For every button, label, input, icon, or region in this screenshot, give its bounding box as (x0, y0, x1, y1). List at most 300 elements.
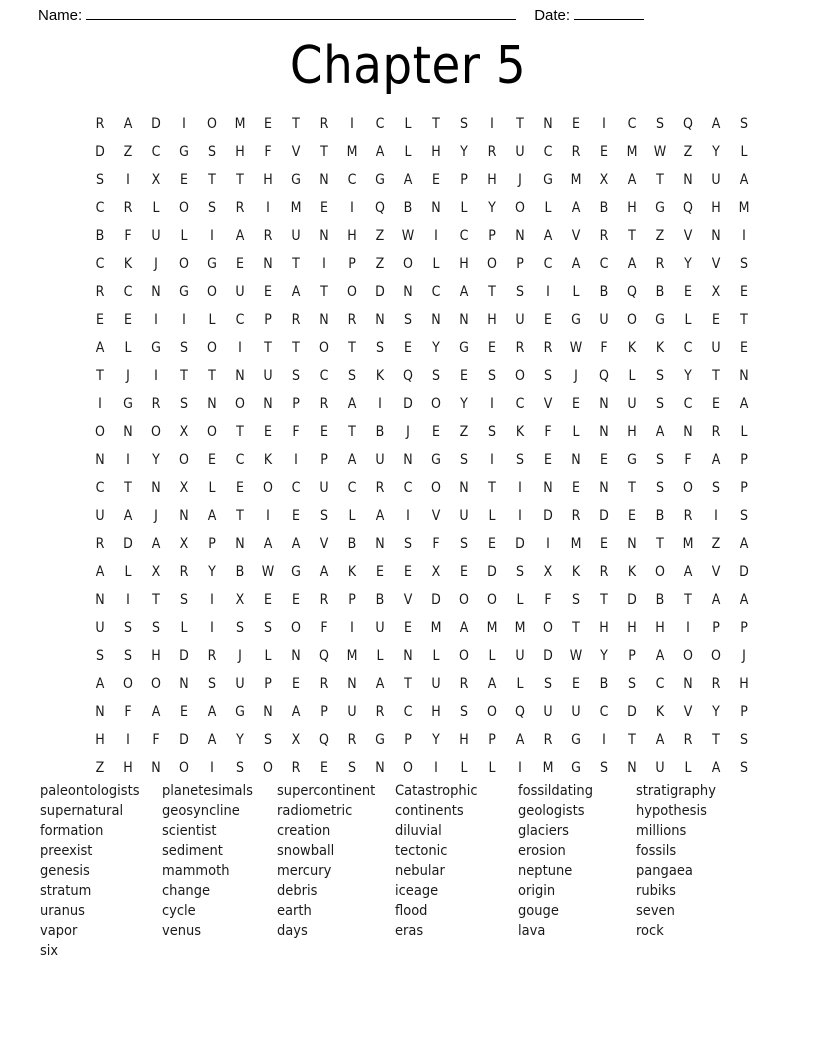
word-list-item[interactable]: planetesimals (162, 783, 253, 799)
grid-letter[interactable]: S (656, 116, 664, 132)
grid-letter[interactable]: R (95, 284, 105, 300)
grid-letter[interactable]: N (263, 704, 273, 720)
grid-letter[interactable]: O (655, 564, 665, 580)
word-list-item[interactable]: stratum (40, 883, 92, 899)
grid-letter[interactable]: I (490, 116, 494, 132)
grid-letter[interactable]: R (599, 564, 609, 580)
grid-letter[interactable]: O (179, 200, 189, 216)
grid-letter[interactable]: F (292, 424, 300, 440)
grid-letter[interactable]: B (235, 564, 245, 580)
word-list-item[interactable]: supernatural (40, 803, 124, 819)
grid-letter[interactable]: O (515, 200, 525, 216)
grid-letter[interactable]: O (151, 676, 161, 692)
grid-letter[interactable]: C (95, 200, 105, 216)
grid-letter[interactable]: L (488, 648, 496, 664)
grid-letter[interactable]: N (543, 480, 553, 496)
grid-letter[interactable]: P (320, 452, 328, 468)
grid-letter[interactable]: O (515, 368, 525, 384)
grid-letter[interactable]: A (123, 508, 133, 524)
word-list-item[interactable]: earth (277, 903, 312, 919)
grid-letter[interactable]: M (234, 116, 246, 132)
grid-letter[interactable]: A (627, 256, 637, 272)
grid-letter[interactable]: H (627, 620, 637, 636)
word-list-item[interactable]: formation (40, 823, 104, 839)
grid-letter[interactable]: T (488, 284, 496, 300)
grid-letter[interactable]: R (95, 536, 105, 552)
grid-letter[interactable]: S (516, 452, 524, 468)
grid-letter[interactable]: L (740, 424, 748, 440)
grid-letter[interactable]: T (292, 116, 300, 132)
grid-letter[interactable]: V (403, 592, 413, 608)
word-search-grid[interactable] (86, 110, 750, 782)
grid-letter[interactable]: E (488, 536, 496, 552)
grid-letter[interactable]: L (208, 480, 216, 496)
grid-letter[interactable]: A (711, 452, 721, 468)
grid-letter[interactable]: E (208, 452, 216, 468)
grid-letter[interactable]: C (319, 368, 329, 384)
grid-letter[interactable]: P (208, 536, 216, 552)
grid-letter[interactable]: Z (459, 424, 469, 440)
word-list-item[interactable]: seven (636, 903, 675, 919)
word-list-item[interactable]: rock (636, 923, 664, 939)
grid-letter[interactable]: D (375, 284, 385, 300)
grid-letter[interactable]: A (95, 564, 105, 580)
grid-letter[interactable]: E (180, 704, 188, 720)
grid-letter[interactable]: A (459, 284, 469, 300)
grid-letter[interactable]: L (572, 284, 580, 300)
grid-letter[interactable]: R (319, 396, 329, 412)
grid-letter[interactable]: T (712, 368, 720, 384)
grid-letter[interactable]: N (571, 452, 581, 468)
grid-letter[interactable]: J (238, 648, 242, 664)
word-list-item[interactable]: flood (395, 903, 428, 919)
grid-letter[interactable]: R (683, 732, 693, 748)
grid-letter[interactable]: A (627, 172, 637, 188)
grid-letter[interactable]: R (655, 256, 665, 272)
grid-letter[interactable]: S (460, 116, 468, 132)
grid-letter[interactable]: U (711, 172, 721, 188)
grid-letter[interactable]: I (406, 508, 410, 524)
grid-letter[interactable]: I (126, 592, 130, 608)
grid-letter[interactable]: K (655, 704, 665, 720)
grid-letter[interactable]: A (151, 536, 161, 552)
grid-letter[interactable]: E (544, 452, 552, 468)
grid-letter[interactable]: E (292, 676, 300, 692)
grid-letter[interactable]: H (431, 144, 441, 160)
grid-letter[interactable]: K (515, 424, 525, 440)
grid-letter[interactable]: N (459, 480, 469, 496)
grid-letter[interactable]: G (571, 312, 581, 328)
grid-letter[interactable]: N (431, 200, 441, 216)
grid-letter[interactable]: Z (123, 144, 133, 160)
grid-letter[interactable]: P (516, 256, 524, 272)
grid-letter[interactable]: H (459, 256, 469, 272)
grid-letter[interactable]: S (208, 200, 216, 216)
grid-letter[interactable]: I (98, 396, 102, 412)
grid-letter[interactable]: Y (600, 648, 608, 664)
word-list-item[interactable]: paleontologists (40, 783, 140, 799)
grid-letter[interactable]: X (179, 480, 189, 496)
grid-letter[interactable]: A (319, 564, 329, 580)
grid-letter[interactable]: E (236, 256, 244, 272)
grid-letter[interactable]: A (487, 676, 497, 692)
grid-letter[interactable]: N (431, 312, 441, 328)
grid-letter[interactable]: O (487, 256, 497, 272)
grid-letter[interactable]: M (738, 200, 750, 216)
grid-letter[interactable]: I (742, 228, 746, 244)
word-list-item[interactable]: snowball (277, 843, 335, 859)
grid-letter[interactable]: F (264, 144, 272, 160)
grid-letter[interactable]: O (543, 620, 553, 636)
grid-letter[interactable]: E (628, 508, 636, 524)
grid-letter[interactable]: S (656, 480, 664, 496)
grid-letter[interactable]: C (403, 480, 413, 496)
grid-letter[interactable]: A (291, 704, 301, 720)
grid-letter[interactable]: W (569, 340, 583, 356)
grid-letter[interactable]: A (151, 704, 161, 720)
grid-letter[interactable]: T (152, 592, 160, 608)
grid-letter[interactable]: I (546, 284, 550, 300)
grid-letter[interactable]: O (319, 340, 329, 356)
grid-letter[interactable]: R (543, 732, 553, 748)
grid-letter[interactable]: R (375, 480, 385, 496)
grid-letter[interactable]: J (154, 256, 158, 272)
word-list-item[interactable]: cycle (162, 903, 196, 919)
grid-letter[interactable]: I (210, 592, 214, 608)
grid-letter[interactable]: G (571, 760, 581, 776)
grid-letter[interactable]: D (599, 508, 609, 524)
grid-letter[interactable]: F (544, 592, 552, 608)
date-blank-line[interactable] (574, 6, 644, 20)
grid-letter[interactable]: A (655, 732, 665, 748)
grid-letter[interactable]: P (488, 732, 496, 748)
grid-letter[interactable]: J (574, 368, 578, 384)
grid-letter[interactable]: I (518, 760, 522, 776)
grid-letter[interactable]: A (123, 116, 133, 132)
grid-letter[interactable]: N (627, 760, 637, 776)
grid-letter[interactable]: T (292, 256, 300, 272)
grid-letter[interactable]: J (126, 368, 130, 384)
grid-letter[interactable]: T (432, 116, 440, 132)
grid-letter[interactable]: T (208, 368, 216, 384)
grid-letter[interactable]: D (543, 648, 553, 664)
grid-letter[interactable]: S (740, 256, 748, 272)
grid-letter[interactable]: E (740, 284, 748, 300)
grid-letter[interactable]: A (571, 256, 581, 272)
grid-letter[interactable]: D (151, 116, 161, 132)
grid-letter[interactable]: S (488, 368, 496, 384)
grid-letter[interactable]: U (571, 704, 581, 720)
grid-letter[interactable]: U (319, 480, 329, 496)
grid-letter[interactable]: C (459, 228, 469, 244)
grid-letter[interactable]: N (599, 396, 609, 412)
word-list-item[interactable]: geologists (518, 803, 585, 819)
grid-letter[interactable]: N (375, 760, 385, 776)
grid-letter[interactable]: O (207, 424, 217, 440)
grid-letter[interactable]: I (182, 116, 186, 132)
word-list-item[interactable]: stratigraphy (636, 783, 716, 799)
grid-letter[interactable]: H (431, 704, 441, 720)
word-list-item[interactable]: eras (395, 923, 424, 939)
grid-letter[interactable]: V (431, 508, 441, 524)
word-list-item[interactable]: change (162, 883, 211, 899)
grid-letter[interactable]: G (627, 452, 637, 468)
grid-letter[interactable]: T (516, 116, 524, 132)
grid-letter[interactable]: T (320, 284, 328, 300)
grid-letter[interactable]: T (236, 424, 244, 440)
grid-letter[interactable]: E (264, 116, 272, 132)
grid-letter[interactable]: C (347, 480, 357, 496)
grid-letter[interactable]: I (294, 452, 298, 468)
grid-letter[interactable]: L (628, 368, 636, 384)
grid-letter[interactable]: C (543, 144, 553, 160)
grid-letter[interactable]: S (404, 536, 412, 552)
grid-letter[interactable]: G (655, 200, 665, 216)
grid-letter[interactable]: I (210, 228, 214, 244)
grid-letter[interactable]: S (600, 760, 608, 776)
grid-letter[interactable]: R (599, 228, 609, 244)
grid-letter[interactable]: C (235, 312, 245, 328)
grid-letter[interactable]: O (263, 480, 273, 496)
grid-letter[interactable]: R (711, 424, 721, 440)
grid-letter[interactable]: S (180, 396, 188, 412)
grid-letter[interactable]: R (571, 144, 581, 160)
grid-letter[interactable]: O (291, 620, 301, 636)
grid-letter[interactable]: T (96, 368, 104, 384)
grid-letter[interactable]: A (739, 172, 749, 188)
grid-letter[interactable]: Q (515, 704, 525, 720)
grid-letter[interactable]: Z (375, 256, 385, 272)
grid-letter[interactable]: R (375, 704, 385, 720)
grid-letter[interactable]: T (656, 172, 664, 188)
grid-letter[interactable]: S (96, 172, 104, 188)
grid-letter[interactable]: C (515, 396, 525, 412)
grid-letter[interactable]: O (179, 452, 189, 468)
grid-letter[interactable]: N (683, 676, 693, 692)
grid-letter[interactable]: X (235, 592, 245, 608)
grid-letter[interactable]: P (348, 256, 356, 272)
grid-letter[interactable]: M (514, 620, 526, 636)
grid-letter[interactable]: X (151, 172, 161, 188)
grid-letter[interactable]: M (346, 648, 358, 664)
word-list-item[interactable]: mammoth (162, 863, 230, 879)
grid-letter[interactable]: B (375, 424, 385, 440)
grid-letter[interactable]: E (572, 676, 580, 692)
grid-letter[interactable]: E (572, 480, 580, 496)
grid-letter[interactable]: G (179, 144, 189, 160)
grid-letter[interactable]: C (403, 704, 413, 720)
word-list-item[interactable]: venus (162, 923, 202, 939)
grid-letter[interactable]: N (515, 228, 525, 244)
grid-letter[interactable]: A (95, 676, 105, 692)
grid-letter[interactable]: E (180, 172, 188, 188)
grid-letter[interactable]: X (711, 284, 721, 300)
grid-letter[interactable]: S (460, 536, 468, 552)
grid-letter[interactable]: L (488, 508, 496, 524)
grid-letter[interactable]: B (403, 200, 413, 216)
grid-letter[interactable]: F (320, 620, 328, 636)
grid-letter[interactable]: D (123, 536, 133, 552)
grid-letter[interactable]: I (126, 172, 130, 188)
grid-letter[interactable]: B (375, 592, 385, 608)
grid-letter[interactable]: Y (460, 144, 468, 160)
grid-letter[interactable]: B (599, 200, 609, 216)
grid-letter[interactable]: U (655, 760, 665, 776)
grid-letter[interactable]: C (543, 256, 553, 272)
grid-letter[interactable]: H (151, 648, 161, 664)
grid-letter[interactable]: R (683, 508, 693, 524)
grid-letter[interactable]: G (291, 564, 301, 580)
grid-letter[interactable]: R (515, 340, 525, 356)
grid-letter[interactable]: A (711, 592, 721, 608)
grid-letter[interactable]: P (740, 704, 748, 720)
grid-letter[interactable]: N (151, 284, 161, 300)
grid-letter[interactable]: E (124, 312, 132, 328)
grid-letter[interactable]: E (292, 592, 300, 608)
grid-letter[interactable]: D (403, 396, 413, 412)
grid-letter[interactable]: I (182, 312, 186, 328)
grid-letter[interactable]: S (432, 368, 440, 384)
grid-letter[interactable]: A (291, 536, 301, 552)
word-list-item[interactable]: preexist (40, 843, 93, 859)
grid-letter[interactable]: A (291, 284, 301, 300)
grid-letter[interactable]: G (151, 340, 161, 356)
name-blank-line[interactable] (86, 6, 516, 20)
grid-letter[interactable]: G (543, 172, 553, 188)
grid-letter[interactable]: S (208, 676, 216, 692)
grid-letter[interactable]: Y (432, 340, 440, 356)
grid-letter[interactable]: L (544, 200, 552, 216)
grid-letter[interactable]: C (291, 480, 301, 496)
grid-letter[interactable]: N (235, 536, 245, 552)
grid-letter[interactable]: Y (488, 200, 496, 216)
grid-letter[interactable]: N (711, 228, 721, 244)
grid-letter[interactable]: A (515, 732, 525, 748)
grid-letter[interactable]: T (712, 732, 720, 748)
word-list-item[interactable]: rubiks (636, 883, 676, 899)
grid-letter[interactable]: O (151, 424, 161, 440)
grid-letter[interactable]: S (544, 368, 552, 384)
grid-letter[interactable]: Y (712, 704, 720, 720)
grid-letter[interactable]: E (432, 424, 440, 440)
grid-letter[interactable]: R (151, 396, 161, 412)
grid-letter[interactable]: H (655, 620, 665, 636)
grid-letter[interactable]: L (516, 676, 524, 692)
grid-letter[interactable]: O (207, 284, 217, 300)
grid-letter[interactable]: L (348, 508, 356, 524)
grid-letter[interactable]: T (656, 536, 664, 552)
grid-letter[interactable]: Y (460, 396, 468, 412)
grid-letter[interactable]: R (319, 592, 329, 608)
grid-letter[interactable]: L (124, 564, 132, 580)
grid-letter[interactable]: A (375, 676, 385, 692)
grid-letter[interactable]: N (263, 396, 273, 412)
word-list-item[interactable]: creation (277, 823, 331, 839)
grid-letter[interactable]: J (406, 424, 410, 440)
grid-letter[interactable]: V (683, 228, 693, 244)
grid-letter[interactable]: G (207, 256, 217, 272)
grid-letter[interactable]: D (543, 508, 553, 524)
grid-letter[interactable]: S (656, 452, 664, 468)
grid-letter[interactable]: E (264, 284, 272, 300)
word-list-item[interactable]: iceage (395, 883, 439, 899)
grid-letter[interactable]: T (572, 620, 580, 636)
grid-letter[interactable]: T (628, 480, 636, 496)
grid-letter[interactable]: T (180, 368, 188, 384)
grid-letter[interactable]: D (179, 648, 189, 664)
word-list-item[interactable]: vapor (40, 923, 78, 939)
grid-letter[interactable]: O (235, 396, 245, 412)
grid-letter[interactable]: R (571, 508, 581, 524)
grid-letter[interactable]: T (628, 228, 636, 244)
word-list-item[interactable]: fossildating (518, 783, 593, 799)
grid-letter[interactable]: D (431, 592, 441, 608)
grid-letter[interactable]: X (151, 564, 161, 580)
grid-letter[interactable]: L (208, 312, 216, 328)
grid-letter[interactable]: U (459, 508, 469, 524)
grid-letter[interactable]: T (236, 508, 244, 524)
grid-letter[interactable]: A (711, 760, 721, 776)
grid-letter[interactable]: R (291, 312, 301, 328)
grid-letter[interactable]: S (740, 116, 748, 132)
grid-letter[interactable]: I (266, 200, 270, 216)
grid-letter[interactable]: E (292, 508, 300, 524)
grid-letter[interactable]: O (683, 480, 693, 496)
grid-letter[interactable]: E (712, 396, 720, 412)
grid-letter[interactable]: N (403, 648, 413, 664)
grid-letter[interactable]: U (515, 144, 525, 160)
grid-letter[interactable]: Y (208, 564, 216, 580)
grid-letter[interactable]: S (376, 340, 384, 356)
grid-letter[interactable]: V (711, 564, 721, 580)
grid-letter[interactable]: I (602, 732, 606, 748)
grid-letter[interactable]: Q (683, 200, 693, 216)
word-list-item[interactable]: supercontinent (277, 783, 376, 799)
grid-letter[interactable]: P (488, 228, 496, 244)
grid-letter[interactable]: U (347, 704, 357, 720)
grid-letter[interactable]: I (490, 452, 494, 468)
grid-letter[interactable]: U (375, 452, 385, 468)
grid-letter[interactable]: E (600, 144, 608, 160)
grid-letter[interactable]: Q (599, 368, 609, 384)
grid-letter[interactable]: I (434, 760, 438, 776)
grid-letter[interactable]: D (515, 536, 525, 552)
grid-letter[interactable]: L (460, 760, 468, 776)
grid-letter[interactable]: S (544, 676, 552, 692)
word-list-item[interactable]: uranus (40, 903, 85, 919)
grid-letter[interactable]: I (350, 200, 354, 216)
grid-letter[interactable]: R (543, 340, 553, 356)
grid-letter[interactable]: E (320, 760, 328, 776)
word-list-item[interactable]: diluvial (395, 823, 442, 839)
grid-letter[interactable]: N (375, 536, 385, 552)
grid-letter[interactable]: E (432, 172, 440, 188)
grid-letter[interactable]: S (180, 592, 188, 608)
grid-letter[interactable]: U (599, 312, 609, 328)
grid-letter[interactable]: I (434, 228, 438, 244)
grid-letter[interactable]: M (486, 620, 498, 636)
grid-letter[interactable]: A (683, 564, 693, 580)
word-list-item[interactable]: gouge (518, 903, 559, 919)
grid-letter[interactable]: O (207, 116, 217, 132)
grid-letter[interactable]: E (236, 480, 244, 496)
grid-letter[interactable]: E (600, 452, 608, 468)
grid-letter[interactable]: W (261, 564, 275, 580)
grid-letter[interactable]: Y (712, 144, 720, 160)
grid-letter[interactable]: H (95, 732, 105, 748)
grid-letter[interactable]: K (347, 564, 357, 580)
grid-letter[interactable]: O (711, 648, 721, 664)
